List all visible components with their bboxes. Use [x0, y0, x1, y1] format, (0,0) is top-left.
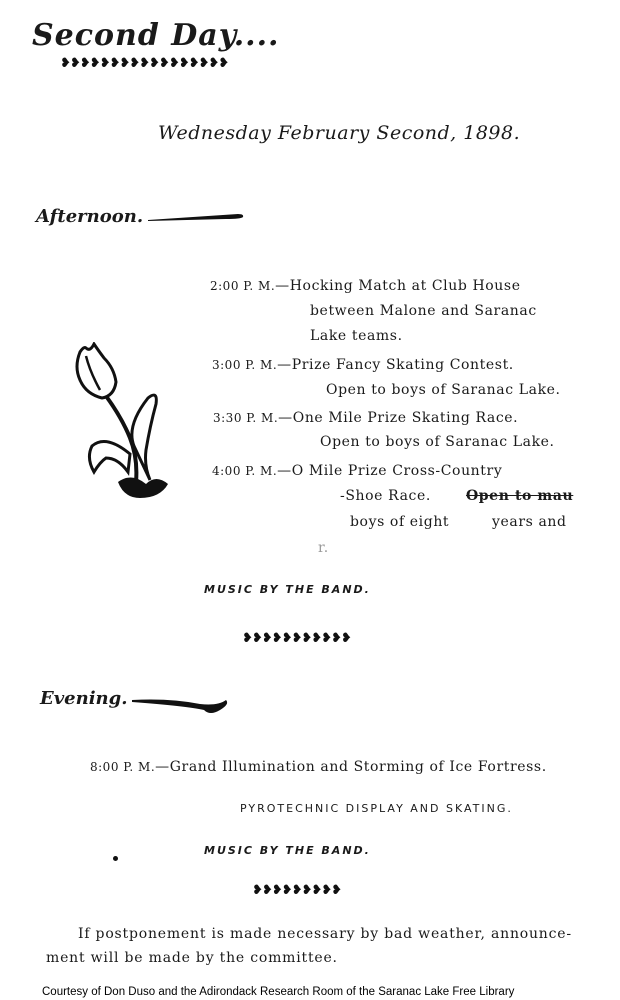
evening-swash-icon	[130, 696, 232, 720]
event-1-line-3: Lake teams.	[310, 328, 403, 344]
event-1-line-1: 2:00 P. M.—Hocking Match at Club House	[210, 278, 521, 294]
event-4-line-3b: years and	[492, 514, 567, 530]
event-3-line-2: Open to boys of Saranac Lake.	[320, 434, 555, 450]
evening-heading: Evening.	[40, 688, 128, 709]
event-4-line-4: r.	[318, 540, 329, 556]
ornament-row-mid: ❥❥❥❥❥❥❥❥❥❥❥	[242, 631, 351, 646]
event-4-line-3: boys of eight	[350, 514, 450, 530]
event-4-line-2: -Shoe Race.	[340, 488, 431, 504]
event-4-struck-text: Open to mau	[466, 488, 574, 504]
tulip-illustration-icon	[66, 342, 176, 504]
evening-music-line: MUSIC BY THE BAND.	[204, 844, 371, 857]
credit-line: Courtesy of Don Duso and the Adirondack Research Room of the Saranac Lake Free Library	[42, 986, 515, 998]
ornament-row-top: ❥❥❥❥❥❥❥❥❥❥❥❥❥❥❥❥❥	[60, 56, 229, 71]
notice-line-2: ment will be made by the committee.	[46, 950, 338, 966]
event-2-line-2: Open to boys of Saranac Lake.	[326, 382, 561, 398]
afternoon-music-line: MUSIC BY THE BAND.	[204, 583, 371, 596]
event-2-line-1: 3:00 P. M.—Prize Fancy Skating Contest.	[212, 357, 514, 373]
event-1-line-2: between Malone and Saranac	[310, 303, 537, 319]
afternoon-heading: Afternoon.	[36, 206, 144, 227]
event-3-line-1: 3:30 P. M.—One Mile Prize Skating Race.	[213, 410, 519, 426]
date-line: Wednesday February Second, 1898.	[158, 122, 521, 144]
swash-flourish-icon	[146, 208, 246, 224]
ink-dot	[113, 856, 118, 861]
ornament-row-bottom: ❥❥❥❥❥❥❥❥❥	[252, 883, 342, 898]
evening-event-line: 8:00 P. M.—Grand Illumination and Storming of Ice Fortress.	[90, 759, 547, 775]
pyrotechnic-line: PYROTECHNIC DISPLAY AND SKATING.	[240, 802, 513, 815]
notice-line-1: If postponement is made necessary by bad weather, announce-	[78, 926, 572, 942]
event-4-line-1: 4:00 P. M.—O Mile Prize Cross-Country	[212, 463, 503, 479]
page-title: Second Day....	[32, 18, 280, 53]
